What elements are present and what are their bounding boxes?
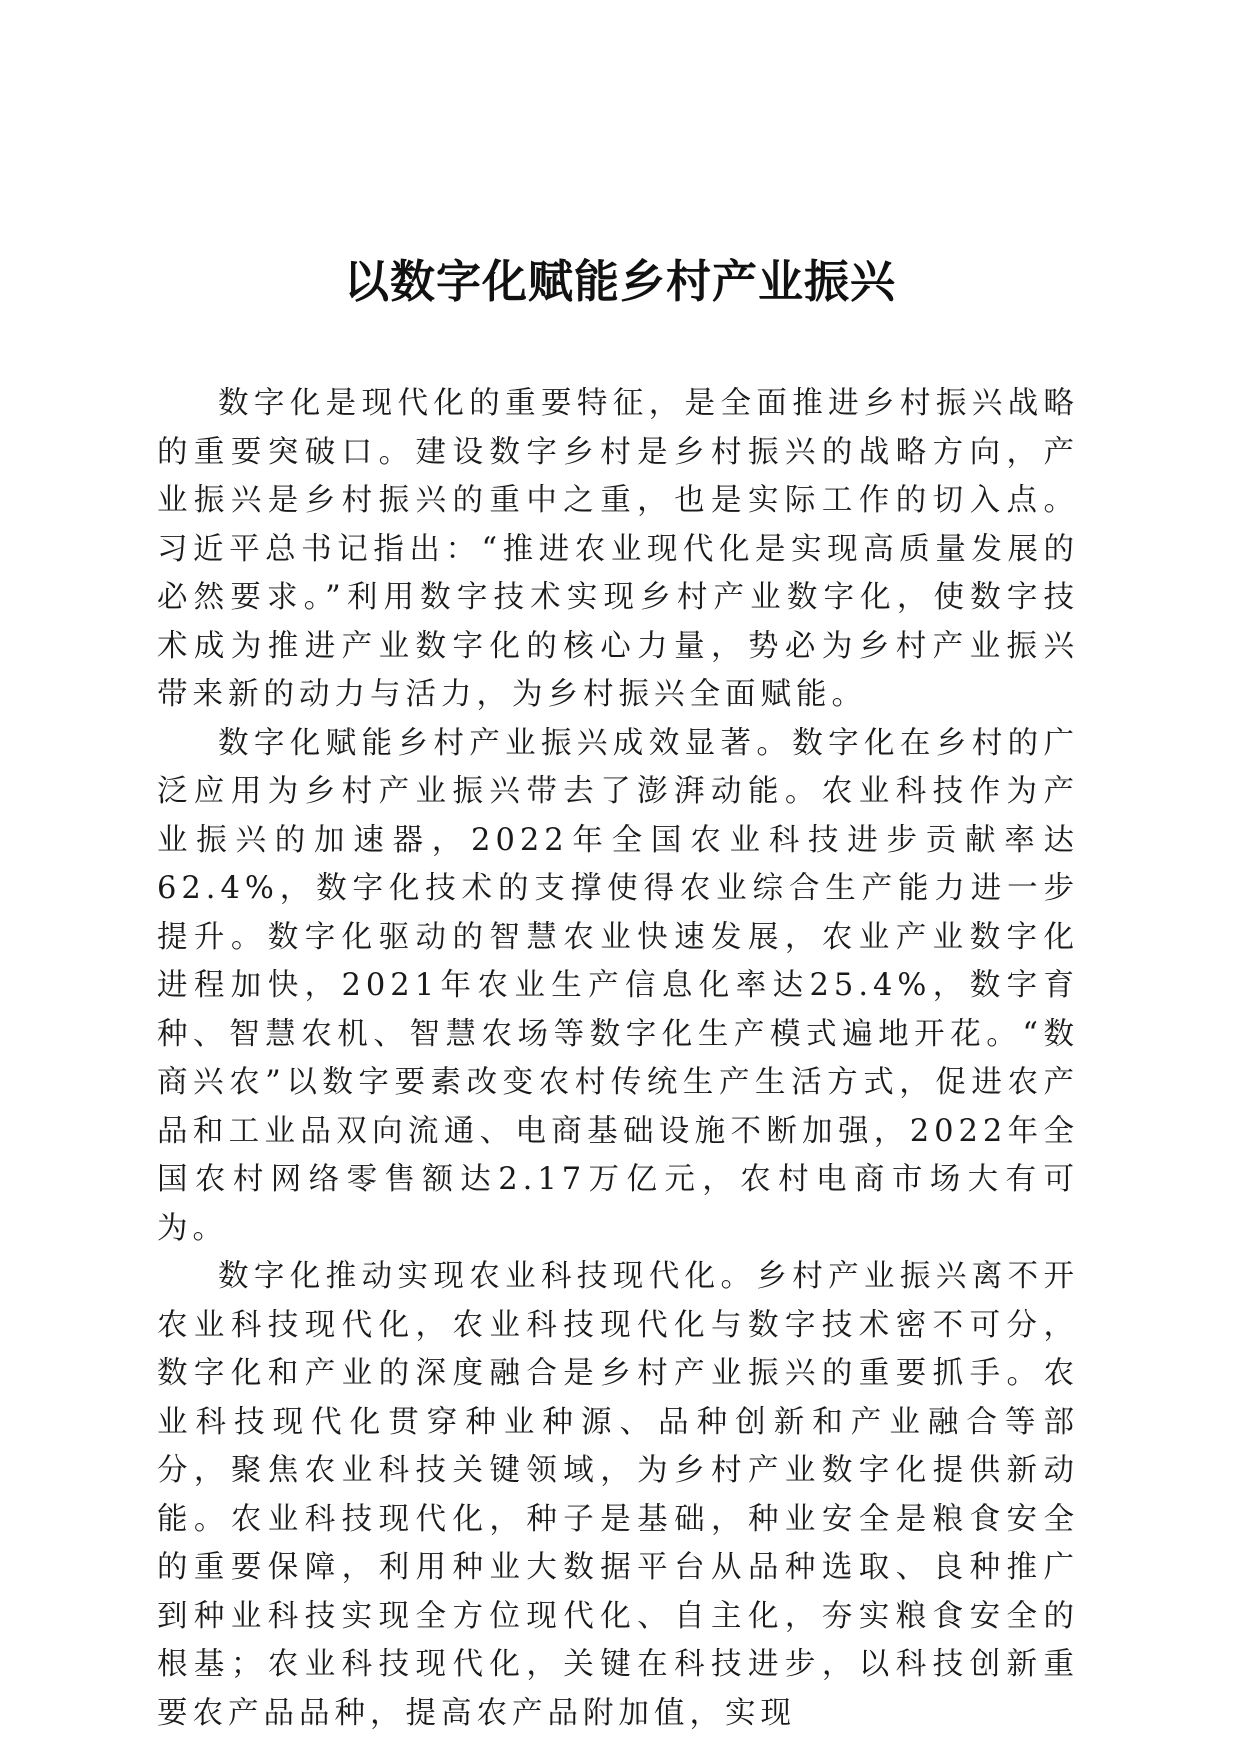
page-title: 以数字化赋能乡村产业振兴 (343, 255, 896, 308)
paragraph-1: 数字化是现代化的重要特征，是全面推进乡村振兴战略的重要突破口。建设数字乡村是乡村振兴的战略方向，产业振兴是乡村振兴的重中之重，也是实际工作的切入点。习近平总书记指出：“推进农业现代化是实现高质量发展的必然要求。”利用数字技术实现乡村产业数字化，使数字技术成为推进产业数字化的核心力量，势必为乡村产业振兴带来新的动力与活力，为乡村振兴全面赋能。 (157, 386, 1079, 712)
paragraph-2: 数字化赋能乡村产业振兴成效显著。数字化在乡村的广泛应用为乡村产业振兴带去了澎湃动能。农业科技作为产业振兴的加速器，2022年全国农业科技进步贡献率达62.4%，数字化技术的支撑使得农业综合生产能力进一步提升。数字化驱动的智慧农业快速发展，农业产业数字化进程加快，2021年农业生产信息化率达25.4%，数字育种、智慧农机、智慧农场等数字化生产模式遍地开花。“数商兴农”以数字要素改变农村传统生产生活方式，促进农产品和工业品双向流通、电商基础设施不断加强，2022年全国农村网络零售额达2.17万亿元，农村电商市场大有可为。 (157, 725, 1079, 1246)
paragraph-3: 数字化推动实现农业科技现代化。乡村产业振兴离不开农业科技现代化，农业科技现代化与数字技术密不可分，数字化和产业的深度融合是乡村产业振兴的重要抓手。农业科技现代化贯穿种业种源、品种创新和产业融合等部分，聚焦农业科技关键领域，为乡村产业数字化提供新动能。农业科技现代化，种子是基础，种业安全是粮食安全的重要保障，利用种业大数据平台从品种选取、良种推广到种业科技实现全方位现代化、自主化，夯实粮食安全的根基；农业科技现代化，关键在科技进步，以科技创新重要农产品品种，提高农产品附加值，实现 (157, 1259, 1079, 1731)
article-body (157, 380, 1079, 1738)
